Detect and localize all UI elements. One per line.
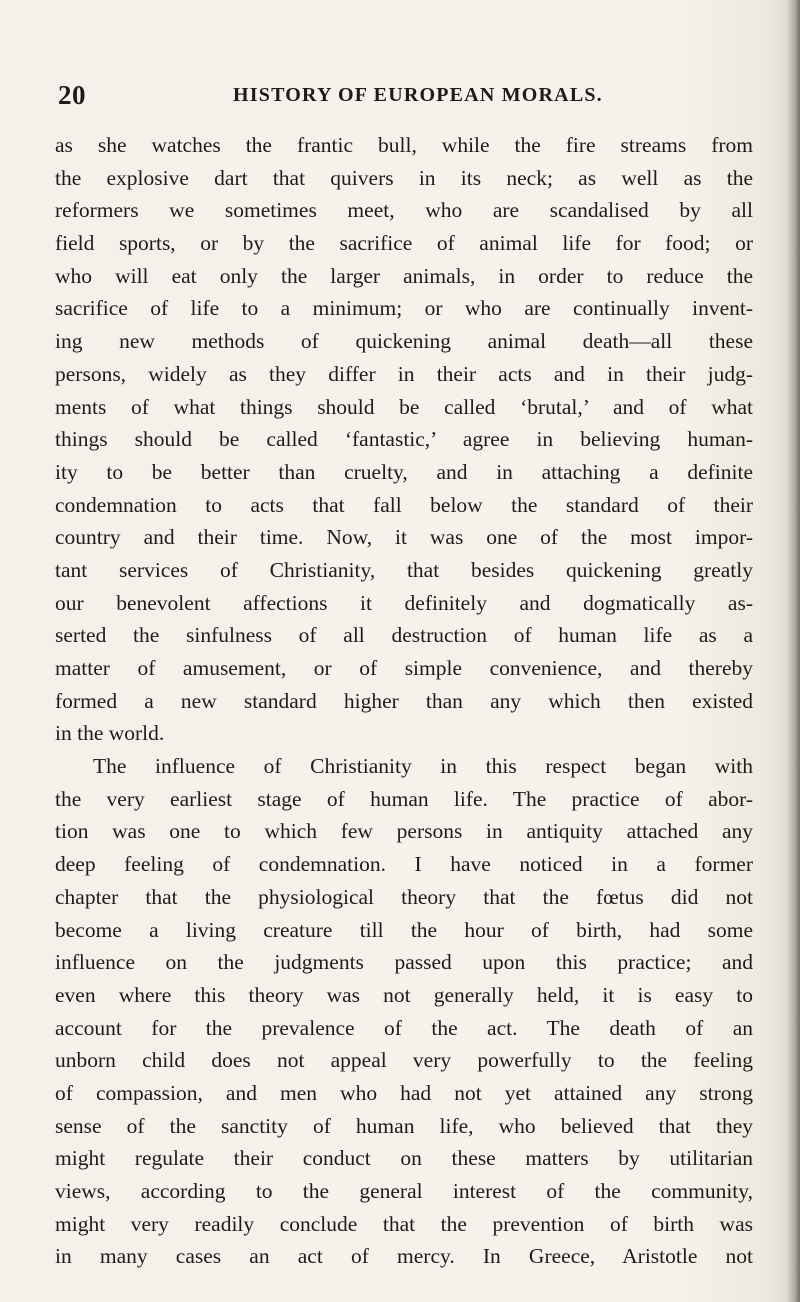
text-line: of compassion, and men who had not yet attained any strong (55, 1080, 753, 1105)
text-line: who will eat only the larger animals, in order to reduce the (55, 263, 753, 288)
text-line: country and their time. Now, it was one of the most impor- (55, 525, 753, 550)
page-header (58, 80, 748, 114)
text-line: account for the prevalence of the act. The death of an (55, 1015, 753, 1040)
text-line: the very earliest stage of human life. The practice of abor- (55, 786, 753, 811)
text-line: deep feeling of condemnation. I have noticed in a former (55, 852, 753, 877)
page-number: 20 (58, 80, 86, 110)
text-line: views, according to the general interest of the community, (55, 1179, 753, 1203)
paragraph-start-line: The influence of Christianity in this respect began with (93, 754, 753, 779)
text-line: in the world. (55, 721, 165, 746)
body-text (55, 129, 753, 1273)
text-line: field sports, or by the sacrifice of animal life for food; or (55, 231, 753, 256)
text-line: become a living creature till the hour of birth, had some (55, 917, 753, 942)
text-line: even where this theory was not generally held, it is easy to (55, 982, 753, 1007)
text-line: the explosive dart that quivers in its neck; as well as the (55, 165, 753, 190)
text-line: in many cases an act of mercy. In Greece, Aristotle not (55, 1244, 753, 1269)
text-line: matter of amusement, or of simple convenience, and thereby (55, 656, 753, 680)
text-line: our benevolent affections it definitely and dogmatically as- (55, 590, 753, 615)
text-line: sacrifice of life to a minimum; or who are continually invent- (55, 296, 753, 321)
text-line: influence on the judgments passed upon this practice; and (55, 950, 753, 975)
text-line: things should be called ‘fantastic,’ agree in believing human- (55, 427, 753, 452)
page-edge-shadow (786, 0, 800, 1302)
text-line: unborn child does not appeal very powerfully to the feeling (55, 1048, 753, 1073)
text-line: formed a new standard higher than any which then existed (55, 688, 753, 713)
text-line: ing new methods of quickening animal death—all these (55, 329, 753, 354)
running-head: HISTORY OF EUROPEAN MORALS. (233, 84, 603, 106)
text-line: might very readily conclude that the prevention of birth was (55, 1211, 753, 1236)
text-line: sense of the sanctity of human life, who believed that they (55, 1113, 753, 1138)
text-line: as she watches the frantic bull, while the fire streams from (55, 133, 753, 157)
text-line: condemnation to acts that fall below the standard of their (55, 492, 753, 517)
text-line: ity to be better than cruelty, and in attaching a definite (55, 459, 753, 484)
text-line: tion was one to which few persons in antiquity attached any (55, 819, 753, 844)
text-line: tant services of Christianity, that besides quickening greatly (55, 557, 753, 582)
text-line: ments of what things should be called ‘brutal,’ and of what (55, 394, 753, 419)
text-line: reformers we sometimes meet, who are scandalised by all (55, 198, 753, 223)
text-line: persons, widely as they differ in their acts and in their judg- (55, 361, 753, 386)
text-line: might regulate their conduct on these matters by utilitarian (55, 1146, 753, 1171)
text-line: chapter that the physiological theory that the fœtus did not (55, 884, 753, 909)
text-line: serted the sinfulness of all destruction of human life as a (55, 623, 753, 648)
